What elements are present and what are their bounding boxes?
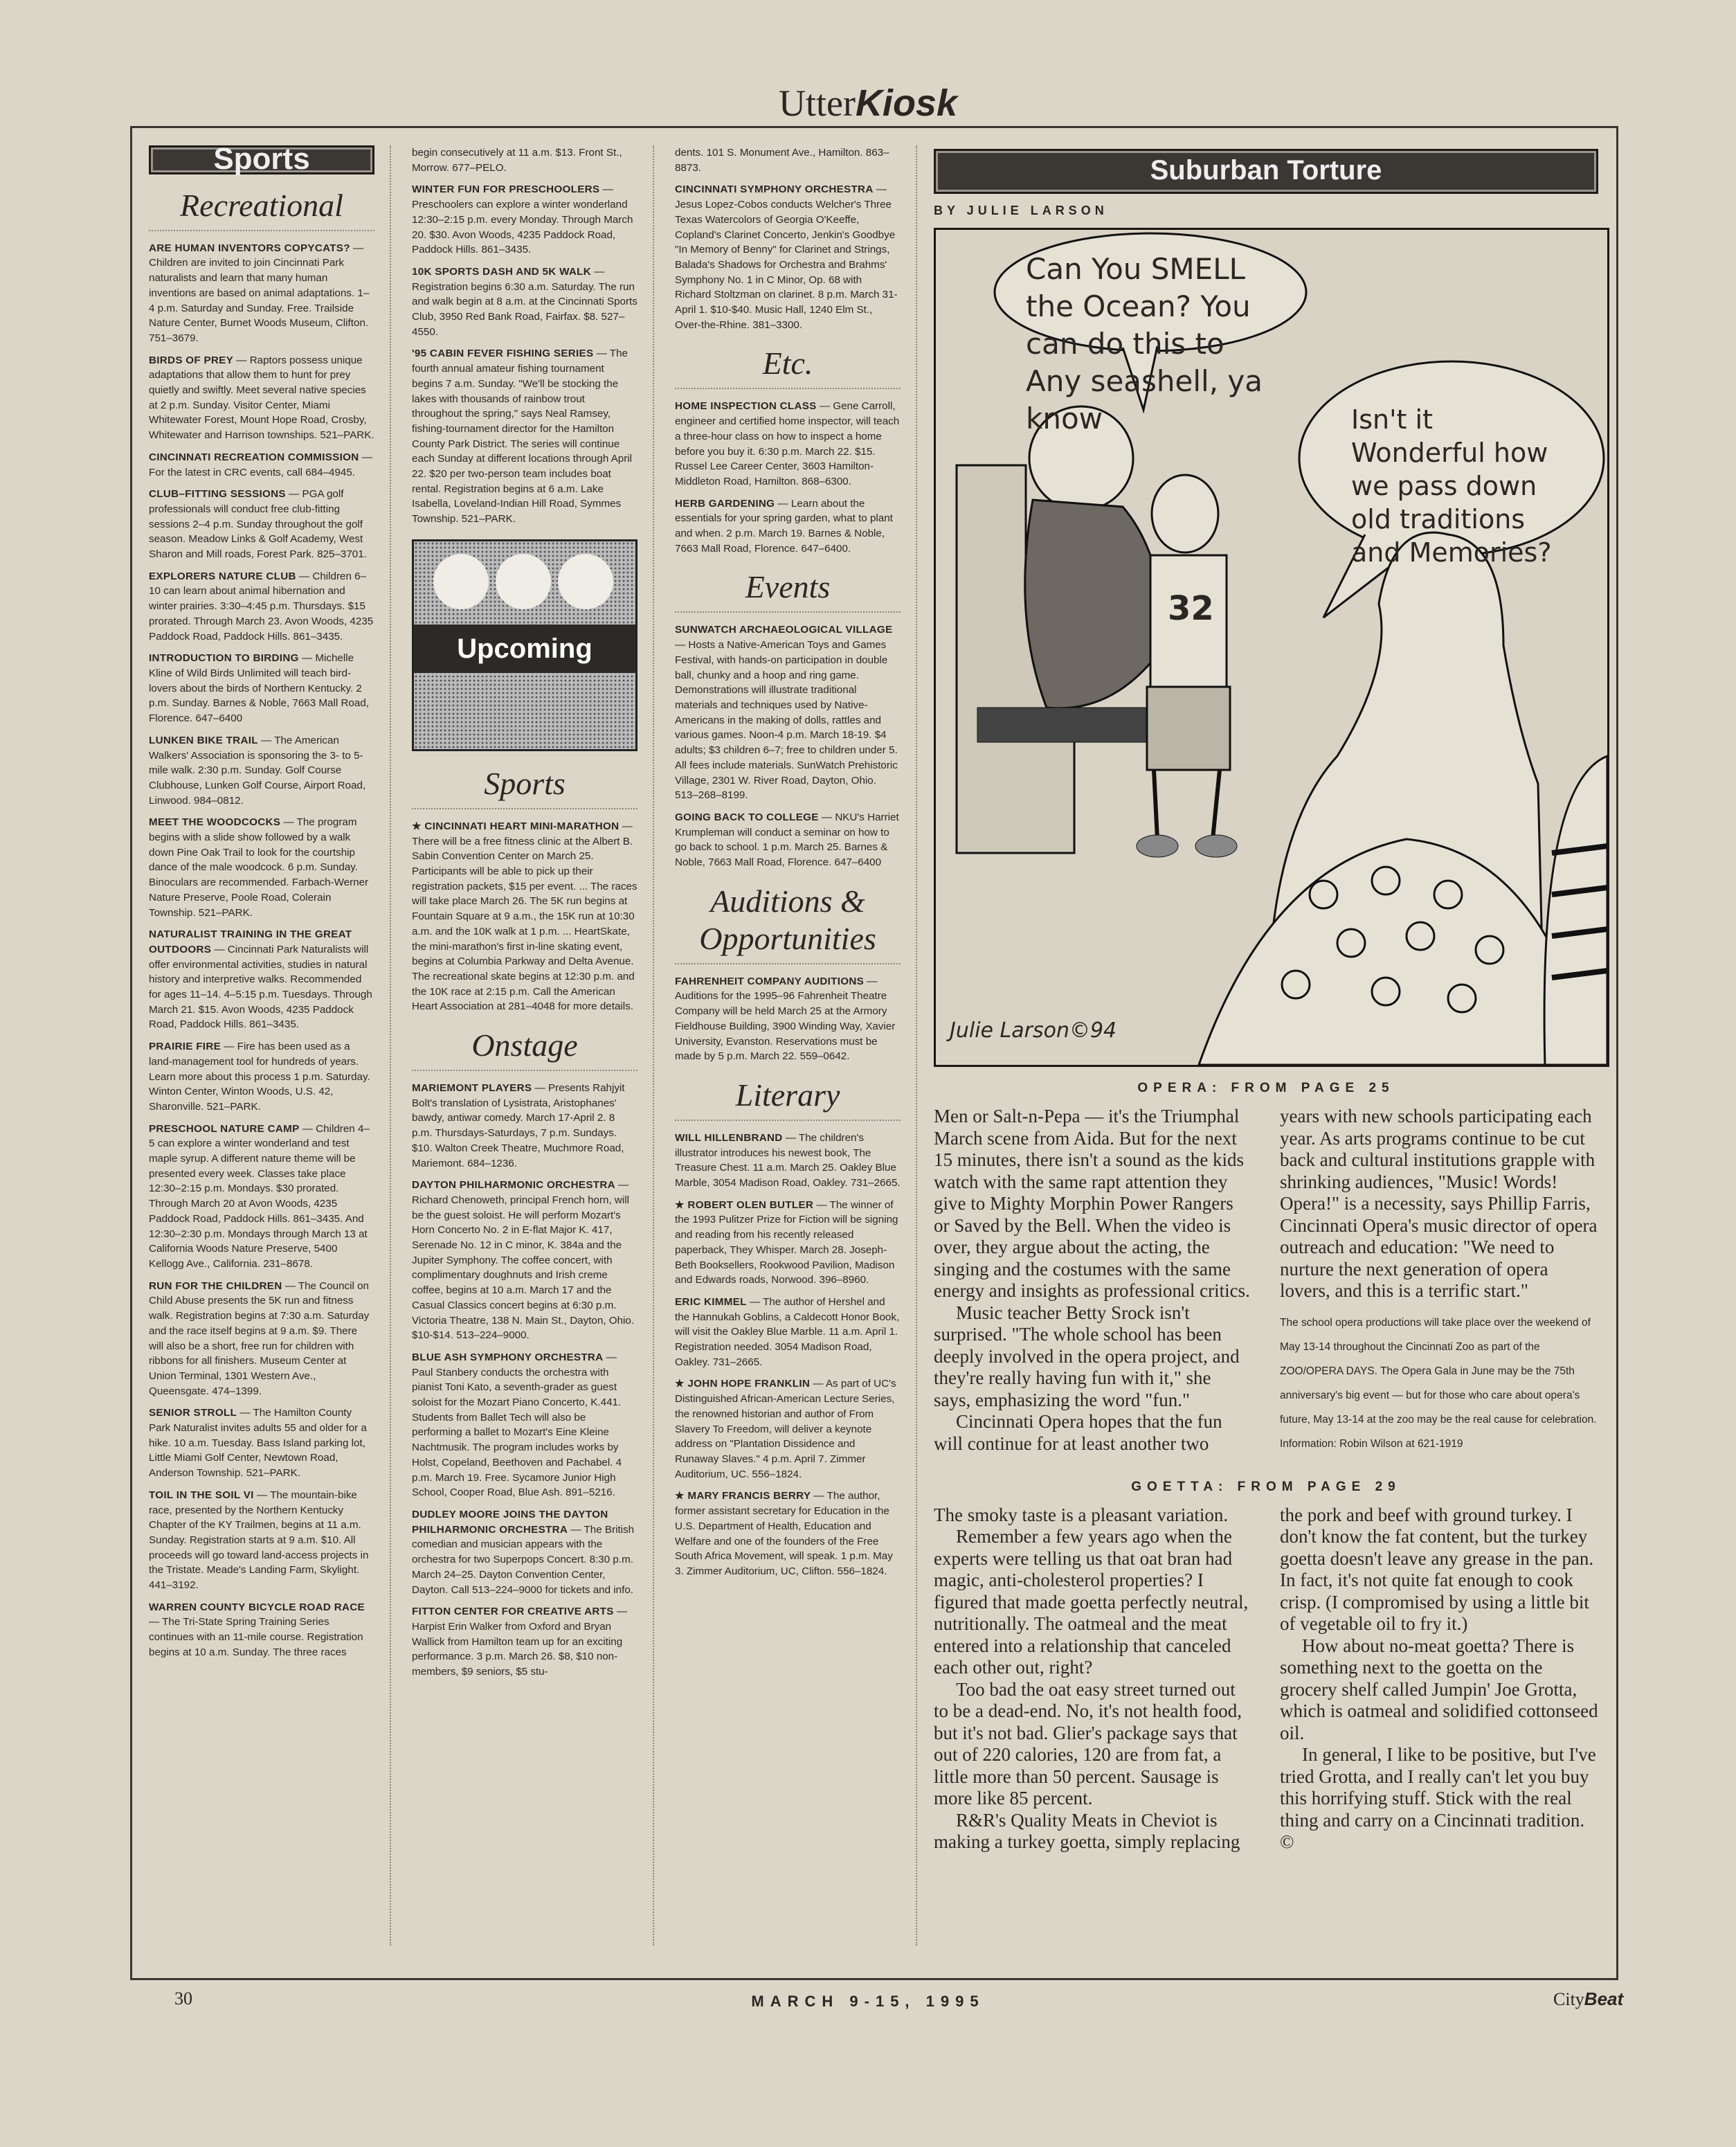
circle-graphic	[496, 554, 551, 609]
paragraph: years with new schools participating each year. As arts programs continue to be cut back and cultural institutions grapple with shrinking audiences, "Music! Words! Opera!" is a necessity, says Phillip Farris, Cincinnati Opera's music director of opera outreach and education: "We need to nurture the next generation of opera lovers, and this is a terrific start."	[1280, 1106, 1598, 1301]
circle-graphic	[558, 554, 613, 609]
listing-entry	[675, 1131, 901, 1191]
listing-body: — The Council on Child Abuse presents the 5K run and fitness walk. Registration begins at 7:30 a.m. Saturday and the race itself begins at 9 a.m. $9. There will also be a short, free run for children with ribbons for all finishers. Museum Center at Union Terminal, 1301 Western Ave., Queensgate. 474–1399.	[149, 1279, 370, 1397]
onstage-list	[412, 1081, 638, 1680]
listing-title: CINCINNATI RECREATION COMMISSION	[149, 451, 359, 463]
listing-entry	[149, 1279, 374, 1399]
listing-body: — The Tri-State Spring Training Series continues with an 11-mile course. Registration begins at 10 a.m. Sunday. The three races	[149, 1616, 363, 1658]
listing-body: — For the latest in CRC events, call 684–4945.	[149, 451, 372, 478]
listing-body: — Learn about the essentials for your spring garden, what to plant and when. 2 p.m. March 19. Barnes & Noble, 7663 Mall Road, Florence. 647–6400.	[675, 497, 893, 555]
listing-title: CINCINNATI SYMPHONY ORCHESTRA	[675, 183, 874, 196]
speech-bubble-right: Isn't it Wonderful how we pass down old traditions and Memories?	[1351, 404, 1552, 568]
listing-title: ★ ROBERT OLEN BUTLER	[675, 1198, 814, 1211]
listing-body: — Fire has been used as a land-management tool for hundreds of years. Learn more about this process 1 p.m. Saturday. Winton Center, Winton Woods, U.S. 42, Sharonville. 521–PARK.	[149, 1041, 370, 1113]
listing-body: — Richard Chenoweth, principal French horn, will be the guest soloist. He will perform Mozart's Horn Concerto No. 2 in E-flat Major K. 417, Serenade No. 12 in C minor, K. 384a and the Jupiter Symphony. The coffee concert, with complimentary doughnuts and Irish creme coffee, begins at 10 a.m. March 17 and the Casual Classics concert begins at 6:30 p.m. Victoria Theatre, 138 N. Main St., Dayton, Ohio. $10-$14. 513–224–9000.	[412, 1179, 635, 1342]
listing-entry	[412, 1350, 638, 1500]
listing-body: — Auditions for the 1995–96 Fahrenheit Theatre Company will be held March 25 at the Armory Fieldhouse Building, 3900 Winding Way, Xavier University, Evanston. Reservations must be made by 5 p.m. March 22. 559–0642.	[675, 975, 896, 1063]
speech-bubble-left: Can You SMELL the Ocean? You can do this to Any seashell, ya know	[1026, 252, 1263, 435]
column-divider	[653, 145, 654, 1946]
paragraph: the pork and beef with ground turkey. I don't know the fat content, but the turkey goetta doesn't leave any grease in the pan. In fact, it's not quite fat enough to cook crisp. (I compromised by using a little bit of vegetable oil to fry it.)	[1280, 1504, 1594, 1634]
citybeat-logo	[1553, 1988, 1623, 2010]
listing-title: GOING BACK TO COLLEGE	[675, 811, 819, 823]
opera-column-right	[1280, 1106, 1598, 1456]
column-divider	[916, 145, 917, 1946]
listing-title: SUNWATCH ARCHAEOLOGICAL VILLAGE	[675, 624, 893, 636]
listing-body: — Children 4–5 can explore a winter wonderland and test maple syrup. A different nature theme will be presented every week. Classes take place 12:30–2:15 p.m. Mondays. $30 prorated. Through March 20 at Avon Woods, 4235 Paddock Road, Paddock Hills. 861–3435. And 12:30–2:30 p.m. Mondays through March 13 at California Woods Nature Preserve, 5400 Kellogg Ave., California. 231–8678.	[149, 1122, 370, 1270]
listing-body: — There will be a free fitness clinic at the Albert B. Sabin Convention Center on March 25. Participants will be able to pick up their registration packets, $15 per event. ... The races will take place March 26. The 5K run begins at Fountain Square at 9 a.m., the 15K run at 10:30 a.m. and the 10K walk at 1 p.m. ... HeartSkate, the mini-marathon's first in-line skating event, begins at Columbia Parkway and Delta Avenue. The recreational skate begins at 12:30 p.m. and the 10K race at 2:15 p.m. Call the American Heart Association at 281–4048 for more details.	[412, 820, 638, 1013]
goetta-column-left	[934, 1504, 1252, 1853]
auditions-list	[675, 974, 901, 1064]
listing-body: — Hosts a Native-American Toys and Games Festival, with hands-on participation in double ball, chunky and a hoop and ring game. Demonstrations will illustrate traditional materials and techniques used by Native-Americans in the making of dolls, rattles and various games. Noon-4 p.m. March 18-19. $4 adults; $3 children 6–7; free to children under 5. All fees include materials. SunWatch Prehistoric Village, 2301 W. River Road, Dayton, Ohio. 513–268–8199.	[675, 639, 898, 802]
listing-body: — The program begins with a slide show followed by a walk down Pine Oak Trail to look for the courtship dance of the male woodcock. 6 p.m. Sunday. Binoculars are recommended. Farbach-Werner Nature Preserve, Poole Road, Colerain Township. 521–PARK.	[149, 816, 369, 919]
listing-entry	[149, 1600, 374, 1660]
listing-group	[675, 182, 901, 332]
page-frame	[130, 126, 1618, 1980]
listing-body: — The winner of the 1993 Pulitzer Prize for Fiction will be signing and reading from his recently released paperback, They Whisper. March 28. Joseph-Beth Booksellers, Rookwood Pavilion, Madison and Edwards roads, Norwood. 396–8960.	[675, 1198, 898, 1286]
listing-group	[412, 182, 638, 526]
listing-title: INTRODUCTION TO BIRDING	[149, 652, 299, 665]
listing-entry	[675, 974, 901, 1064]
listing-entry	[675, 1376, 901, 1482]
listing-body: — The mountain-bike race, presented by the Northern Kentucky Chapter of the KY Trailmen, begins at 11 a.m. Sunday. Registration starts at 9 a.m. $10. All proceeds will go toward land-access projects in the Tristate. Meade's Landing Farm, Skylight. 441–3192.	[149, 1489, 369, 1592]
goetta-column-right	[1280, 1504, 1598, 1853]
upcoming-graphic	[412, 539, 638, 751]
listing-title: PRESCHOOL NATURE CAMP	[149, 1122, 300, 1135]
listing-title: WARREN COUNTY BICYCLE ROAD RACE	[149, 1601, 365, 1613]
listing-entry	[675, 622, 901, 802]
listing-body: — Children are invited to join Cincinnati Park naturalists and learn that many human inventions are based on animal adaptations. 1–4 p.m. Saturday and Sunday. Free. Trailside Nature Center, Burnet Woods Museum, Clifton. 751–3679.	[149, 242, 370, 344]
listing-entry	[675, 496, 901, 557]
listing-title: ARE HUMAN INVENTORS COPYCATS?	[149, 242, 350, 254]
listing-title: WILL HILLENBRAND	[675, 1131, 783, 1144]
recreational-list	[149, 241, 374, 1660]
etc-list	[675, 399, 901, 556]
listing-title: MARIEMONT PLAYERS	[412, 1082, 532, 1095]
listing-entry	[149, 815, 374, 920]
events-heading: Events	[675, 568, 901, 613]
listing-title: RUN FOR THE CHILDREN	[149, 1279, 282, 1292]
listing-body: — Presents Rahjyit Bolt's translation of Lysistrata, Aristophanes' bawdy, antiwar comedy. March 17-April 2. 8 p.m. Thursdays-Saturdays, 7 p.m. Sundays. $10. Walton Creek Theatre, Muchmore Road, Mariemont. 684–1236.	[412, 1082, 625, 1169]
listing-title: BLUE ASH SYMPHONY ORCHESTRA	[412, 1351, 604, 1363]
listing-entry	[149, 241, 374, 346]
listing-entry	[149, 927, 374, 1032]
listing-body: — The American Walkers' Association is sponsoring the 3- to 5-mile walk. 2:30 p.m. Sunday. Golf Course Clubhouse, Lunken Golf Course, Airport Road, Linwood. 984–0812.	[149, 734, 366, 807]
listing-entry	[412, 819, 638, 1014]
artist-signature: Julie Larson©94	[950, 1018, 1117, 1043]
literary-list	[675, 1131, 901, 1579]
listing-title: NATURALIST TRAINING IN THE GREAT OUTDOORS	[149, 928, 352, 955]
listing-title: FAHRENHEIT COMPANY AUDITIONS	[675, 975, 865, 987]
listing-title: ERIC KIMMEL	[675, 1295, 747, 1308]
right-listings-column	[675, 145, 901, 1952]
listing-title: HOME INSPECTION CLASS	[675, 400, 817, 413]
listing-body: — Michelle Kline of Wild Birds Unlimited will teach bird-lovers about the birds of Northern Kentucky. 2 p.m. Sunday. Barnes & Noble, 7663 Mall Road, Florence. 647–6400	[149, 652, 369, 725]
opera-continued-head: OPERA: FROM PAGE 25	[1137, 1081, 1395, 1095]
listing-entry	[149, 733, 374, 809]
listing-body: — Paul Stanbery conducts the orchestra with pianist Toni Kato, a seventh-grader as guest soloist for the Mozart Piano Concerto, K.441. Students from Ballet Tech will also be performing a ballet to Mozart's Eine Kleine Nachtmusik. The program includes works by Holst, Copeland, Beethoven and Pachabel. 4 p.m. March 19. Free. Sycamore Junior High School, Cooper Road, Blue Ash. 891–5216.	[412, 1351, 622, 1499]
listing-entry	[412, 1507, 638, 1597]
upcoming-label: Upcoming	[414, 625, 635, 673]
goetta-body	[934, 1504, 1598, 1853]
listing-entry	[149, 651, 374, 726]
listing-entry	[149, 353, 374, 443]
middle-column	[412, 145, 638, 1952]
listing-body: — Harpist Erin Walker from Oxford and Bryan Wallick from Hamilton team up for an exciting performance. 3 p.m. March 26. $8, $10 non-members, $9 seniors, $5 stu-	[412, 1606, 628, 1678]
listing-body: — The author of Hershel and the Hannukah Goblins, a Caldecott Honor Book, will visit the Oakley Blue Marble. 11 a.m. April 1. Registration needed. 3054 Madison Road, Oakley. 731–2665.	[675, 1295, 900, 1368]
listing-entry	[675, 1295, 901, 1370]
issue-date: MARCH 9-15, 1995	[751, 1993, 985, 2010]
listing-title: EXPLORERS NATURE CLUB	[149, 570, 296, 582]
page-number: 30	[174, 1988, 192, 2009]
listing-entry	[675, 1198, 901, 1288]
recreational-heading: Recreational	[149, 187, 374, 231]
continued-entry: dents. 101 S. Monument Ave., Hamilton. 863–8873.	[675, 147, 889, 174]
suburban-torture-header: Suburban Torture	[934, 149, 1598, 194]
listing-title: 10K SPORTS DASH AND 5K WALK	[412, 265, 592, 278]
sports-column	[149, 145, 374, 1952]
feature-area	[934, 149, 1598, 1853]
events-list	[675, 622, 901, 870]
listing-title: LUNKEN BIKE TRAIL	[149, 734, 258, 746]
listing-entry	[149, 1039, 374, 1115]
listing-title: ★ MARY FRANCIS BERRY	[675, 1490, 811, 1502]
listing-body: — Gene Carroll, engineer and certified home inspector, will teach a three-hour class on how to inspect a home before you buy it. 6:30 p.m. March 22. $15. Russel Lee Career Center, 3603 Hamilton-Middleton Road, Hamilton. 868–6300.	[675, 400, 900, 487]
listing-body: — NKU's Harriet Krumpleman will conduct a seminar on how to go back to school. 1 p.m. March 25. Barnes & Noble, 7663 Mall Road, Florence. 647–6400	[675, 811, 899, 869]
paragraph: In general, I like to be positive, but I've tried Grotta, and I really can't let you buy this horrifying stuff. Stick with the real thing and carry on a Cincinnati tradition. ©	[1280, 1744, 1596, 1852]
sports-header: Sports	[149, 145, 374, 174]
listing-body: — As part of UC's Distinguished African-American Lecture Series, the renowned historian and author of From Slavery To Freedom, will deliver a keynote address on "Plantation Dissidence and Runaway Slaves." 4 p.m. April 7. Zimmer Auditorium, UC. 556–1824.	[675, 1378, 896, 1480]
literary-heading: Literary	[675, 1077, 901, 1121]
masthead-utter: Utter	[778, 82, 856, 124]
masthead	[0, 82, 1736, 125]
listing-entry	[412, 1178, 638, 1343]
onstage-heading: Onstage	[412, 1027, 638, 1071]
listing-entry	[149, 1405, 374, 1481]
comic-panel	[934, 228, 1609, 1067]
listing-title: TOIL IN THE SOIL VI	[149, 1489, 254, 1501]
continued-entry: begin consecutively at 11 a.m. $13. Front St., Morrow. 677–PELO.	[412, 147, 622, 174]
listing-body: — Cincinnati Park Naturalists will offer environmental activities, studies in natural history and interpretive walks. Recommended for ages 11–14. 4–5:15 p.m. Tuesdays. Through March 21. $15. Avon Woods, 4235 Paddock Road, Paddock Hills. 861–3435.	[149, 943, 372, 1031]
listing-entry	[149, 1488, 374, 1593]
opera-body	[934, 1106, 1598, 1456]
listing-entry	[149, 450, 374, 480]
listing-body: — PGA golf professionals will conduct free club-fitting sessions 2–4 p.m. Sunday throughout the golf season. Meadow Links & Golf Academy, West Sharon and Mill roads, Forest Park. 825–3701.	[149, 488, 367, 561]
paragraph: Remember a few years ago when the experts were telling us that oat bran had magic, anti-cholesterol properties? I figured that made goetta perfectly neutral, nutritionally. The oatmeal and the meat entered into a relationship that canceled each other out, right?	[934, 1526, 1249, 1678]
listing-title: DUDLEY MOORE JOINS THE DAYTON PHILHARMONIC ORCHESTRA	[412, 1509, 608, 1536]
listing-title: SENIOR STROLL	[149, 1407, 237, 1419]
listing-title: WINTER FUN FOR PRESCHOOLERS	[412, 183, 600, 196]
listing-entry	[675, 182, 901, 332]
listing-entry	[412, 182, 638, 258]
listing-entry	[675, 399, 901, 489]
listing-entry	[149, 487, 374, 562]
opera-column-left	[934, 1106, 1252, 1456]
auditions-heading: Auditions & Opportunities	[675, 883, 901, 964]
sports-subheading: Sports	[412, 765, 638, 809]
listing-title: '95 CABIN FEVER FISHING SERIES	[412, 348, 594, 360]
listing-title: ★ JOHN HOPE FRANKLIN	[675, 1378, 811, 1390]
listing-title: MEET THE WOODCOCKS	[149, 816, 281, 829]
listing-title: PRAIRIE FIRE	[149, 1041, 221, 1053]
jersey-number: 32	[1168, 589, 1214, 628]
listing-body: — The author, former assistant secretary for Education in the U.S. Department of Health, Education and Welfare and one of the founders of the Free South Africa Movement, will speak. 1 p.m. May 3. Zimmer Auditorium, UC, Clifton. 556–1824.	[675, 1490, 893, 1577]
paragraph: Cincinnati Opera hopes that the fun will continue for at least another two	[934, 1411, 1222, 1454]
listing-body: — Registration begins 6:30 a.m. Saturday. The run and walk begin at 8 a.m. at the Cincinnati Sports Club, 3950 Red Bank Road, Fairfax. $8. 527–4550.	[412, 265, 638, 338]
paragraph: R&R's Quality Meats in Cheviot is making a turkey goetta, simply replacing	[934, 1809, 1240, 1852]
listing-title: DAYTON PHILHARMONIC ORCHESTRA	[412, 1179, 615, 1192]
listing-body: — Jesus Lopez-Cobos conducts Welcher's Three Texas Watercolors of Georgia O'Keeffe, Copland's Clarinet Concerto, Jenkin's Goodbye "In Memory of Benny" for Clarinet and Strings, Balada's Shadows for Orchestra and Brahms' Symphony No. 1 in C Minor, Op. 68 with Richard Stoltzman on clarinet. 8 p.m. March 31-April 1. $10-$40. Music Hall, 1240 Elm St., Over-the-Rhine. 381–3300.	[675, 183, 898, 331]
listing-entry	[412, 264, 638, 340]
etc-heading: Etc.	[675, 345, 901, 389]
listing-title: FITTON CENTER FOR CREATIVE ARTS	[412, 1606, 614, 1618]
column-divider	[390, 145, 391, 1946]
listing-body: — Preschoolers can explore a winter wonderland 12:30–2:15 p.m. every Monday. Through March 20. $30. Avon Woods, 4235 Paddock Road, Paddock Hills. 861–3435.	[412, 183, 633, 256]
paragraph: How about no-meat goetta? There is something next to the goetta on the grocery shelf called Jumpin' Joe Grotta, which is oatmeal and solidified cottonseed oil.	[1280, 1635, 1598, 1743]
listing-body: — The children's illustrator introduces his newest book, The Treasure Chest. 11 a.m. March 25. Oakley Blue Marble, 3054 Madison Road, Oakley. 731–2665.	[675, 1131, 901, 1189]
listing-body: — Children 6–10 can learn about animal hibernation and winter prairies. 3:30–4:45 p.m. Thursdays. $15 prorated. Through March 23. Avon Woods, 4235 Paddock Road, Paddock Hills. 861–3435.	[149, 570, 374, 643]
paragraph: Music teacher Betty Srock isn't surprised. "The whole school has been deeply involved in the opera project, and they're really having fun with it," she says, emphasizing the word "fun."	[934, 1302, 1240, 1410]
opera-info-note: The school opera productions will take place over the weekend of May 13-14 throughout the Cincinnati Zoo as part of the ZOO/OPERA DAYS. The Opera Gala in June may be the 75th anniversary's big event — but for those who care about opera's future, May 13-14 at the zoo may be the real cause for celebration. Information: Robin Wilson at 621-1919	[1280, 1316, 1597, 1450]
paragraph: Men or Salt-n-Pepa — it's the Triumphal March scene from Aida. But for the next 15 minutes, there isn't a sound as the kids watch with the same rapt attention they give to Mighty Morphin Power Rangers or Saved by the Bell. When the video is over, they argue about the acting, the singing and the costumes with the same energy and insights as professional critics.	[934, 1106, 1250, 1301]
listing-title: BIRDS OF PREY	[149, 354, 234, 366]
listing-entry	[412, 346, 638, 526]
listing-entry	[675, 1489, 901, 1579]
paragraph: Too bad the oat easy street turned out to be a dead-end. No, it's not health food, but it's not bad. Glier's package says that out of 220 calories, 120 are from fat, a little more than 50 percent. Sausage is more like 85 percent.	[934, 1678, 1242, 1808]
listing-body: — The Hamilton County Park Naturalist invites adults 55 and older for a hike. 10 a.m. Tuesday. Bass Island parking lot, Little Miami Golf Center, Newtown Road, Anderson Township. 521–PARK.	[149, 1407, 367, 1480]
listing-body: — The British comedian and musician appears with the orchestra for two Superpops Concert. 8:30 p.m. March 24–25. Dayton Convention Center, Dayton. Call 513–224–9000 for tickets and info.	[412, 1523, 635, 1596]
masthead-kiosk: Kiosk	[855, 82, 957, 124]
listing-body: — The fourth annual amateur fishing tournament begins 7 a.m. Sunday. "We'll be stocking the lakes with thousands of rainbow trout throughout the spring," says Neal Ramsey, fishing-tournament director for the Hamilton County Park District. The series will continue each Sunday at different locations through April 22. $20 per two-person team includes boat rental. Registration begins at 6 a.m. Lake Isabella, Loveland-Indian Hill Road, Symmes Township. 521–PARK.	[412, 348, 633, 525]
listing-body: — Raptors possess unique adaptations that allow them to hunt for prey quietly and swiftly. Meet several native species at 2 p.m. Sunday. Visitor Center, Miami Whitewater Forest, Mount Hope Road, Crosby, Whitewater and Harrison townships. 521–PARK.	[149, 354, 374, 442]
listing-entry	[149, 569, 374, 645]
listing-entry	[412, 1081, 638, 1171]
paragraph: The smoky taste is a pleasant variation.	[934, 1504, 1229, 1525]
listing-title: CLUB–FITTING SESSIONS	[149, 488, 286, 501]
listing-title: ★ CINCINNATI HEART MINI-MARATHON	[412, 820, 620, 832]
byline: BY JULIE LARSON	[934, 204, 1108, 217]
brand-city: City	[1553, 1989, 1584, 2009]
goetta-continued-head: GOETTA: FROM PAGE 29	[1131, 1479, 1401, 1494]
listing-title: HERB GARDENING	[675, 497, 775, 510]
brand-beat: Beat	[1584, 1988, 1624, 2009]
listing-entry	[412, 1604, 638, 1680]
sports-list	[412, 819, 638, 1014]
circle-graphic	[433, 554, 489, 609]
listing-entry	[675, 810, 901, 870]
listing-entry	[149, 1122, 374, 1272]
